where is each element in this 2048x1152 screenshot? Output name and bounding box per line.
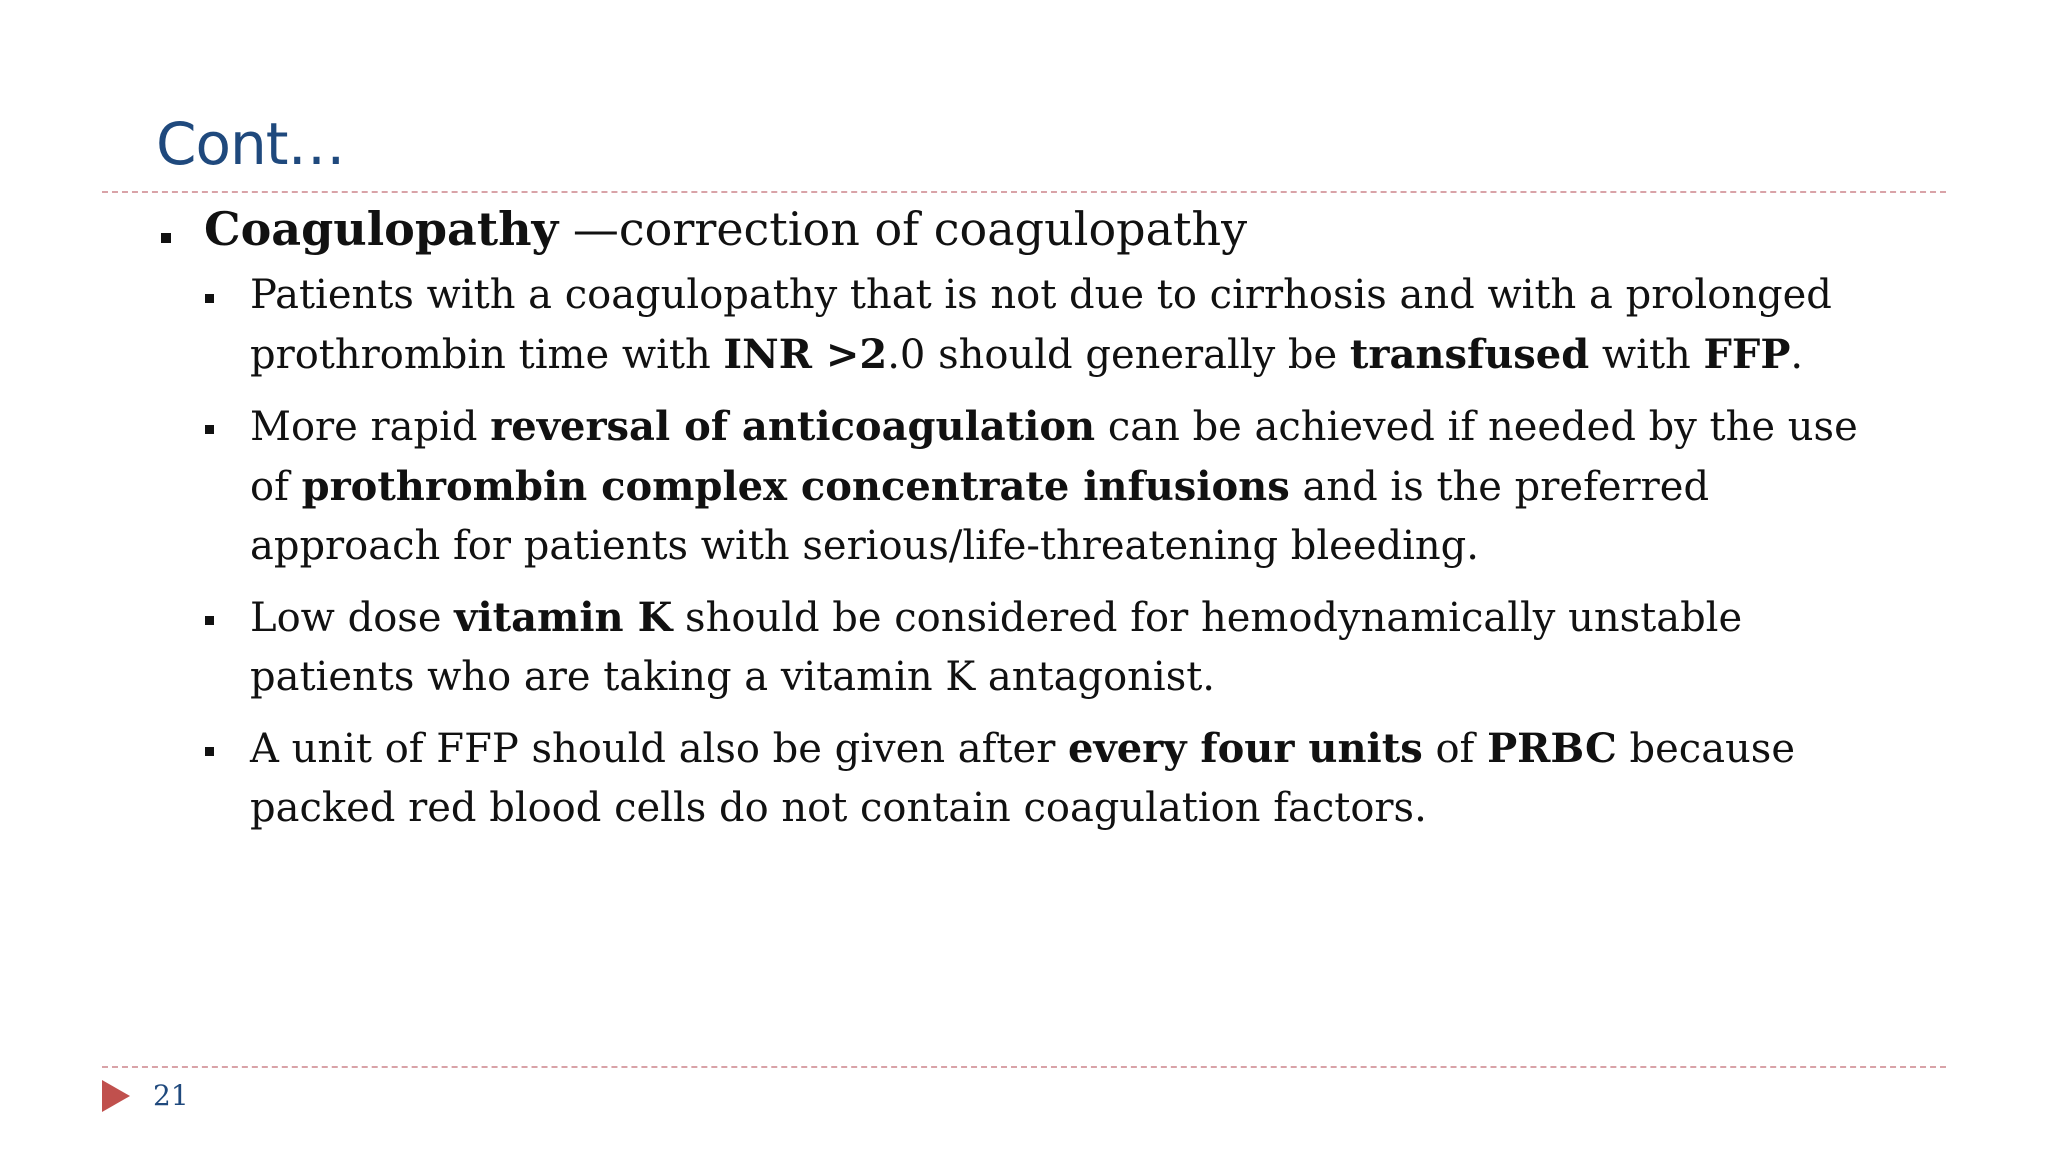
square-bullet-icon xyxy=(205,425,214,434)
square-bullet-icon xyxy=(161,233,171,243)
sub-bullet-1-line-1: Patients with a coagulopathy that is not due to cirrhosis and with a prolonged xyxy=(250,272,1832,318)
sub-bullet-2 xyxy=(150,397,1858,576)
sub-bullet-2-line-2: of prothrombin complex concentrate infusions and is the preferred xyxy=(250,463,1710,510)
title-divider xyxy=(102,191,1946,193)
sub-bullet-2-line-3: approach for patients with serious/life-threatening bleeding. xyxy=(250,523,1479,569)
sub-bullet-1-line-2: prothrombin time with INR >2.0 should generally be transfused with FFP. xyxy=(250,331,1804,378)
sub-bullet-1 xyxy=(150,266,1850,385)
main-bullet xyxy=(150,200,1950,258)
sub-bullet-4 xyxy=(150,719,1850,838)
main-bullet-text: —correction of coagulopathy xyxy=(558,202,1248,256)
footer-divider xyxy=(102,1066,1946,1068)
sub-bullet-list xyxy=(150,266,1950,838)
play-arrow-icon xyxy=(102,1080,130,1112)
sub-bullet-2-line-1: More rapid reversal of anticoagulation can be achieved if needed by the use xyxy=(250,403,1858,450)
square-bullet-icon xyxy=(205,616,214,625)
sub-bullet-3 xyxy=(150,588,1850,707)
square-bullet-icon xyxy=(205,294,214,303)
sub-bullet-4-line-2: packed red blood cells do not contain coagulation factors. xyxy=(250,785,1427,831)
page-number: 21 xyxy=(153,1079,189,1112)
slide-body xyxy=(150,200,1950,850)
main-bullet-bold: Coagulopathy xyxy=(204,202,559,256)
sub-bullet-3-line-2: patients who are taking a vitamin K antagonist. xyxy=(250,654,1216,700)
square-bullet-icon xyxy=(205,747,214,756)
sub-bullet-3-line-1: Low dose vitamin K should be considered for hemodynamically unstable xyxy=(250,594,1743,641)
slide-title: Cont… xyxy=(156,110,345,178)
sub-bullet-4-line-1: A unit of FFP should also be given after every four units of PRBC because xyxy=(250,725,1795,772)
